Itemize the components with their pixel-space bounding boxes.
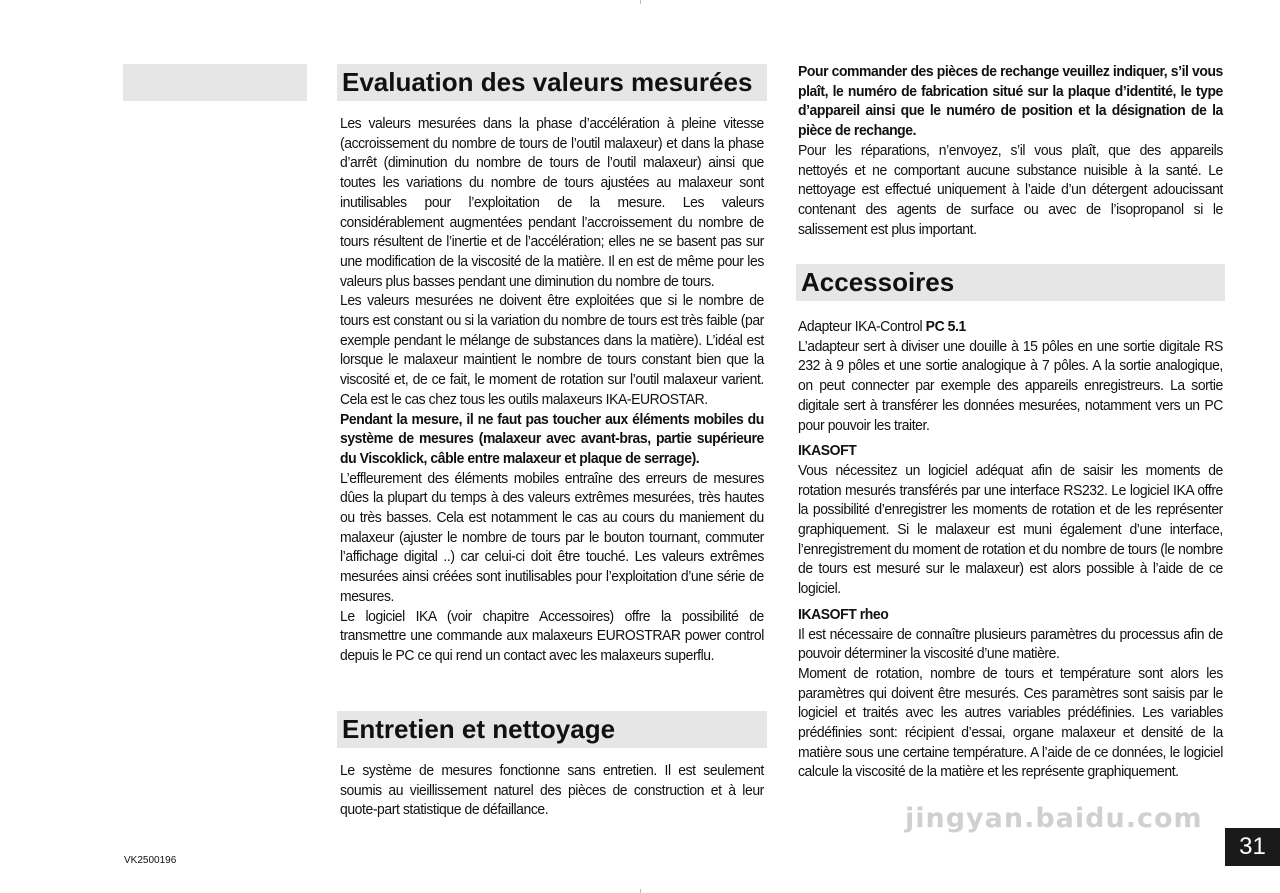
left-column	[337, 64, 767, 666]
watermark: jingyan.baidu.com	[905, 803, 1203, 834]
paragraph-maintenance: Le système de mesures fonctionne sans entretien. Il est seulement soumis au vieillissement naturel des pièces de construction et à leur quote-part statistique de défaillance.	[340, 762, 764, 819]
left-column-lower	[337, 711, 767, 820]
paragraph-warning: Pendant la mesure, il ne faut pas toucher aux éléments mobiles du système de mesures (malaxeur avec avant-bras, partie supérieure du Viscoklick, câble entre malaxeur et plaque de serrage).	[340, 410, 764, 467]
subheading-ikasoft-rheo: IKASOFT rheo	[798, 605, 889, 623]
adapter-label: Adapteur IKA-Control	[798, 318, 926, 335]
paragraph-rheo-intro: Il est nécessaire de connaître plusieurs paramètres du processus afin de pouvoir déterminer la viscosité d’une matière.	[798, 625, 1223, 663]
document-code: VK2500196	[124, 855, 177, 866]
subheading-ikasoft: IKASOFT	[798, 442, 857, 460]
paragraph-constant-speed: Les valeurs mesurées ne doivent être exploitées que si le nombre de tours est constant ou si la variation du nombre de tours est très faible (par exemple pendant le mélange de substances dans la matière). L’idéal est lorsque le malaxeur maintient le nombre de tours constant bien que la viscosité et, de ce fait, le moment de rotation sur l’outil malaxeur varient. Cela est le cas chez tous les outils malaxeurs IKA-EUROSTAR.	[340, 292, 764, 408]
paragraph-adapter: L’adapteur sert à diviser une douille à 15 pôles en une sortie digitale RS 232 à 9 pôles et une sortie analogique à 7 pôles. A la sortie analogique, on peut connecter par exemple des appareils enregistreurs. La sortie digitale sert à transférer les données mesurées, notamment vers un PC pour pouvoir les traiter.	[798, 337, 1223, 434]
paragraph-acceleration: Les valeurs mesurées dans la phase d’accélération à pleine vitesse (accroissement du nombre de tours de l’outil malaxeur) et dans la phase d’arrêt (diminution du nombre de tours de l’outil malaxeur) ainsi que toutes les variations du nombre de tours ajustées au malaxeur sont inutilisables pour l’exploitation de la mesure. Les valeurs considérablement augmentées pendant l’accroissement du nombre de tours résultent de l’inertie et de l’accélération; elles ne se basent pas sur une modification de la viscosité de la matière. Il en est de même pour les valeurs plus basses pendant une diminution du nombre de tours.	[340, 115, 764, 290]
heading-accessories: Accessoires	[796, 264, 1225, 301]
paragraph-software: Le logiciel IKA (voir chapitre Accessoires) offre la possibilité de transmettre une commande aux malaxeurs EUROSTRAR power control depuis le PC ce qui rend un contact avec les malaxeurs superflu.	[340, 607, 764, 664]
paragraph-repairs: Pour les réparations, n’envoyez, s’il vous plaît, que des appareils nettoyés et ne comportant aucune substance nuisible à la santé. Le nettoyage est effectué uniquement à l’aide d’un détergent adoucissant contenant des agents de surface ou avec de l’isopropanol si le salissement est plus important.	[798, 141, 1223, 238]
adapter-model: PC 5.1	[925, 318, 966, 335]
paragraph-rheo-params: Moment de rotation, nombre de tours et température sont alors les paramètres qui doivent être mesurés. Ces paramètres sont saisis par le logiciel et traités avec les autres variables prédéfinies. Les variables prédéfinies sont: récipient d’essai, organe malaxeur et densité de la matière sous une certaine température. A l’aide de ce données, le logiciel calcule la viscosité de la matière et les représente graphiquement.	[798, 664, 1223, 781]
paragraph-touch-errors: L’effleurement des éléments mobiles entraîne des erreurs de mesures dûes la plupart du temps à des valeurs extrêmes mesurées, très hautes ou très basses. Cela est notamment le cas au cours du maniement du malaxeur (ajuster le nombre de tours par le bouton tournant, commuter l’affichage digital ..) car celui-ci doit être touché. Les valeurs extrêmes mesurées ainsi créées sont inutilisables pour l’exploitation d’une série de mesures.	[340, 469, 764, 605]
paragraph-ikasoft: Vous nécessitez un logiciel adéquat afin de saisir les moments de rotation mesurés transférés par une interface RS232. Le logiciel IKA offre la possibilité d’enregistrer les moments de rotation et de les représenter graphiquement. Si le malaxeur est muni également d’une interface, l’enregistrement du moment de rotation et du nombre de tours (le nombre de tours est mesuré sur le malaxeur) est alors possible à l’aide de ce logiciel.	[798, 461, 1223, 598]
page-number: 31	[1225, 828, 1280, 866]
margin-gray-block	[123, 64, 307, 101]
paragraph-spare-parts: Pour commander des pièces de rechange veuillez indiquer, s’il vous plaît, le numéro de fabrication situé sur la plaque d’identité, le type d’appareil ainsi que le numéro de position et la désignation de la pièce de rechange.	[798, 63, 1223, 140]
bottom-crop-mark	[640, 889, 641, 893]
adapter-line	[798, 317, 1223, 337]
right-column-accessories	[796, 264, 1225, 782]
top-crop-mark	[640, 0, 641, 4]
right-column	[798, 62, 1223, 239]
heading-maintenance: Entretien et nettoyage	[337, 711, 767, 748]
heading-evaluation: Evaluation des valeurs mesurées	[337, 64, 767, 101]
